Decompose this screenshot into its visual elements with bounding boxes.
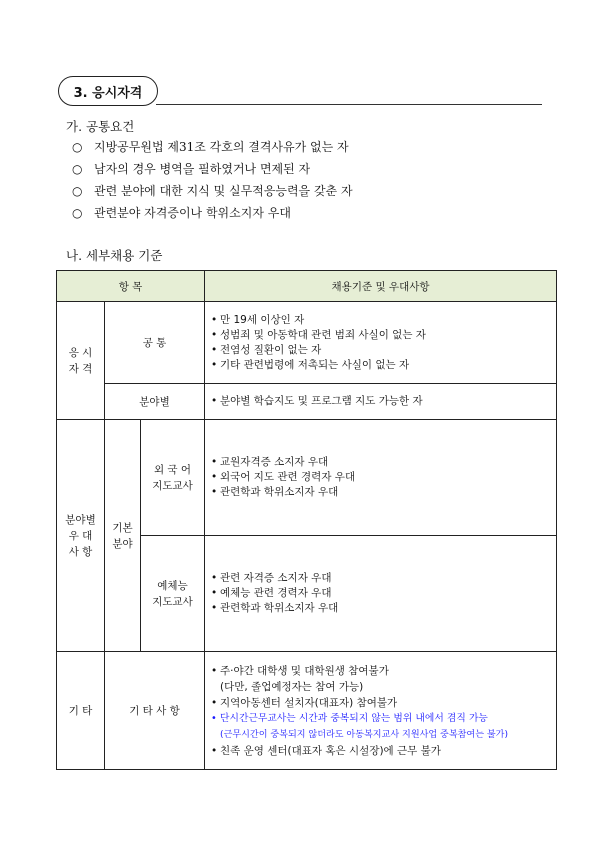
basic-field-label: 기본 분야	[105, 420, 141, 652]
criteria-table	[56, 270, 557, 770]
general-requirements-heading: 가. 공통요건	[66, 119, 135, 134]
circle-bullet-icon: ○	[72, 162, 83, 176]
preference-label: 분야별 우 대 사 항	[57, 420, 105, 652]
circle-bullet-icon: ○	[72, 184, 83, 198]
list-item: (다만, 졸업예정자는 참여 가능)	[220, 680, 364, 693]
list-item: ○ 관련분야 자격증이나 학위소지자 우대	[72, 202, 353, 224]
bullet-icon: •	[211, 486, 218, 498]
list-item: • 전염성 질환이 없는 자	[211, 343, 322, 356]
etc-sublabel: 기 타 사 항	[105, 652, 205, 770]
list-item: • 교원자격증 소지자 우대	[211, 456, 329, 468]
etc-criteria	[205, 652, 557, 770]
list-item: • 단시간근무교사는 시간과 중복되지 않는 범위 내에서 겸직 가능	[211, 711, 556, 727]
arts-teacher-criteria	[205, 536, 557, 652]
header-criteria: 채용기준 및 우대사항	[205, 271, 557, 302]
list-item: • 예체능 관련 경력자 우대	[211, 587, 332, 599]
bullet-icon: •	[211, 358, 218, 371]
table-header-row	[57, 271, 557, 302]
bullet-icon: •	[211, 313, 218, 326]
table-row	[57, 384, 557, 420]
common-criteria	[205, 302, 557, 384]
bullet-icon: •	[211, 328, 218, 341]
field-label: 분야별	[105, 384, 205, 420]
list-item: • 친족 운영 센터(대표자 혹은 시설장)에 근무 불가	[211, 744, 441, 757]
header-item: 항 목	[57, 271, 205, 302]
list-item: • 관련학과 학위소지자 우대	[211, 602, 339, 614]
etc-label: 기 타	[57, 652, 105, 770]
common-label: 공 통	[105, 302, 205, 384]
title-underline	[156, 104, 542, 105]
section-title: 3. 응시자격	[58, 76, 158, 106]
list-item: ○ 지방공무원법 제31조 각호의 결격사유가 없는 자	[72, 136, 353, 158]
list-item: • 분야별 학습지도 및 프로그램 지도 가능한 자	[211, 395, 423, 407]
list-item: • 만 19세 이상인 자	[211, 313, 305, 326]
bullet-icon: •	[211, 587, 218, 599]
foreign-teacher-criteria	[205, 420, 557, 536]
bullet-icon: •	[211, 744, 218, 757]
bullet-icon: •	[211, 664, 218, 677]
circle-bullet-icon: ○	[72, 206, 83, 220]
list-item: • 관련학과 학위소지자 우대	[211, 486, 339, 498]
bullet-icon: •	[211, 602, 218, 614]
list-item: ○ 관련 분야에 대한 지식 및 실무적응능력을 갖춘 자	[72, 180, 353, 202]
field-criteria	[205, 384, 557, 420]
table-row	[57, 302, 557, 384]
list-item: • 주·야간 대학생 및 대학원생 참여불가	[211, 664, 389, 677]
list-item: • 외국어 지도 관련 경력자 우대	[211, 471, 356, 483]
general-requirements-list	[72, 136, 353, 224]
bullet-icon: •	[211, 696, 218, 709]
bullet-icon: •	[211, 343, 218, 356]
table-row	[57, 652, 557, 770]
list-item: • 지역아동센터 설치자(대표자) 참여불가	[211, 696, 398, 709]
bullet-icon: •	[211, 456, 218, 468]
bullet-icon: •	[211, 572, 218, 584]
arts-teacher-label: 예체능 지도교사	[141, 536, 205, 652]
list-item: (근무시간이 중복되지 않더라도 아동복지교사 지원사업 중복참여는 불가)	[220, 729, 508, 740]
bullet-icon: •	[211, 712, 217, 724]
list-item: • 성범죄 및 아동학대 관련 범죄 사실이 없는 자	[211, 328, 426, 341]
table-row	[57, 420, 557, 536]
list-item: ○ 남자의 경우 병역을 필하였거나 면제된 자	[72, 158, 353, 180]
qualification-label: 응 시 자 격	[57, 302, 105, 420]
list-item: • 관련 자격증 소지자 우대	[211, 572, 332, 584]
circle-bullet-icon: ○	[72, 140, 83, 154]
detail-criteria-heading: 나. 세부채용 기준	[66, 248, 163, 263]
list-item: • 기타 관련법령에 저촉되는 사실이 없는 자	[211, 358, 410, 371]
foreign-teacher-label: 외 국 어 지도교사	[141, 420, 205, 536]
bullet-icon: •	[211, 471, 218, 483]
bullet-icon: •	[211, 395, 218, 407]
